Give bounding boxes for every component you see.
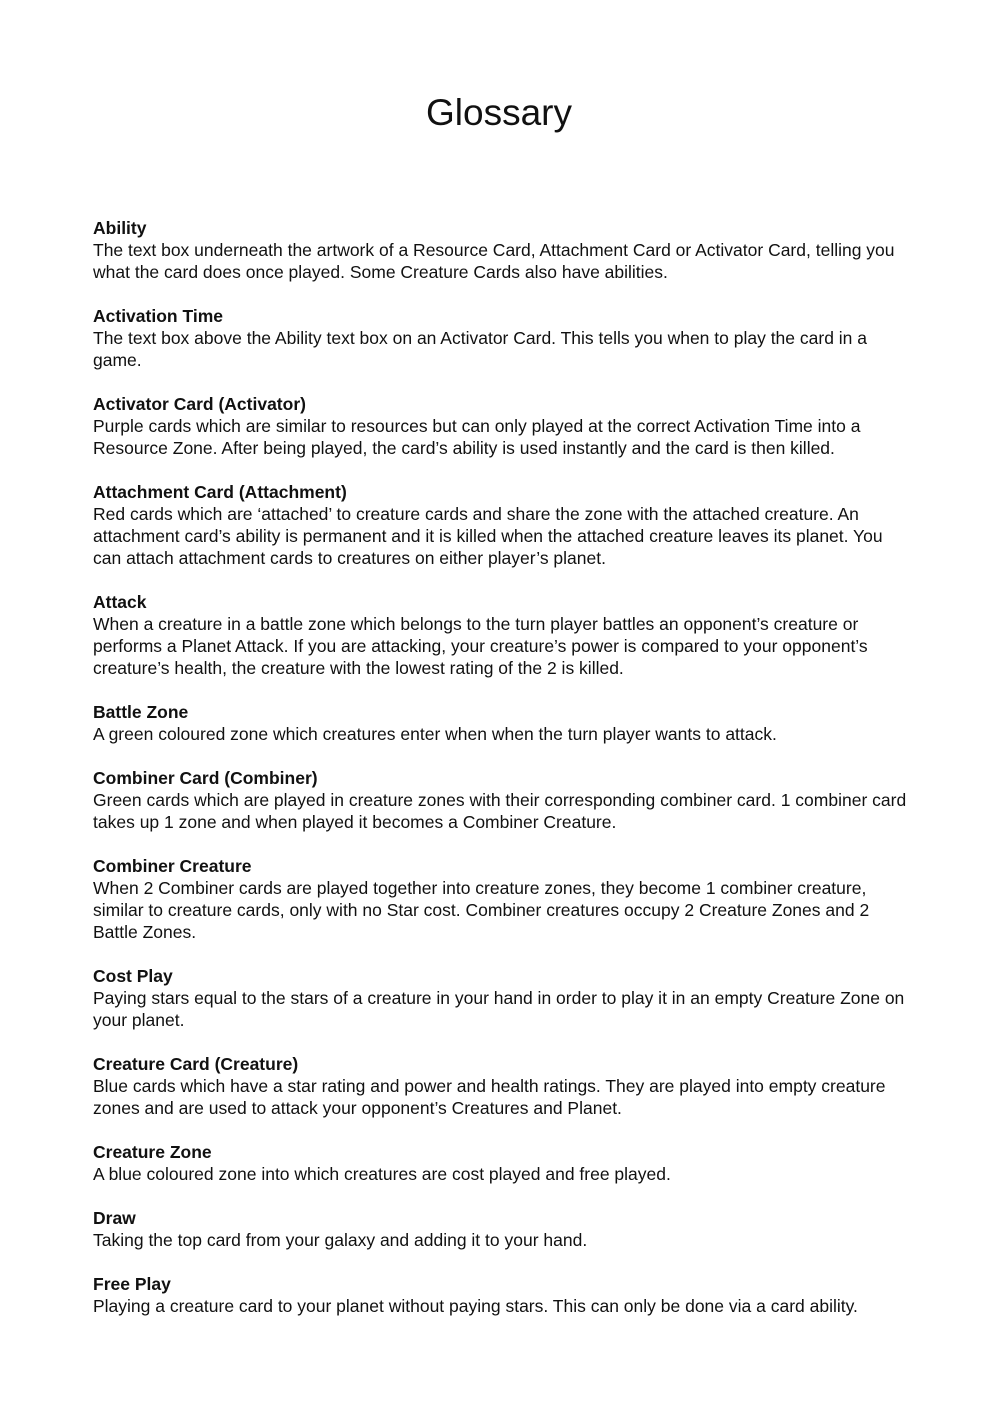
glossary-term: Attachment Card (Attachment)	[93, 482, 347, 502]
page-title: Glossary	[426, 92, 572, 133]
glossary-definition: Red cards which are ‘attached’ to creature cards and share the zone with the attached creature. An attachment card’s ability is permanent and it is killed when the attached creature leaves its planet. You can attach attachment cards to creatures on either player’s planet.	[93, 504, 883, 568]
glossary-definition: Green cards which are played in creature zones with their corresponding combiner card. 1 combiner card takes up 1 zone and when played it becomes a Combiner Creature.	[93, 790, 907, 832]
glossary-term: Creature Zone	[93, 1142, 212, 1162]
glossary-definition: Blue cards which have a star rating and power and health ratings. They are played into empty creature zones and are used to attack your opponent’s Creatures and Planet.	[93, 1076, 886, 1118]
glossary-term: Attack	[93, 592, 147, 612]
glossary-entry-free-play	[93, 1273, 913, 1317]
glossary-definition: Paying stars equal to the stars of a creature in your hand in order to play it in an empty Creature Zone on your planet.	[93, 988, 905, 1030]
glossary-term: Activator Card (Activator)	[93, 394, 306, 414]
glossary-entry-cost-play	[93, 965, 913, 1031]
glossary-term: Draw	[93, 1208, 136, 1228]
glossary-entry-battle-zone	[93, 701, 913, 745]
glossary-term: Ability	[93, 218, 147, 238]
glossary-entry-activator-card	[93, 393, 913, 459]
glossary-definition: When 2 Combiner cards are played together into creature zones, they become 1 combiner creature, similar to creature cards, only with no Star cost. Combiner creatures occupy 2 Creature Zones and 2 Battle Zones.	[93, 878, 870, 942]
glossary-definition: Purple cards which are similar to resources but can only played at the correct Activation Time into a Resource Zone. After being played, the card’s ability is used instantly and the card is then killed.	[93, 416, 861, 458]
glossary-term: Battle Zone	[93, 702, 189, 722]
glossary-term: Activation Time	[93, 306, 223, 326]
glossary-entry-attack	[93, 591, 913, 679]
glossary-term: Combiner Creature	[93, 856, 252, 876]
glossary-definition: The text box underneath the artwork of a Resource Card, Attachment Card or Activator Card, telling you what the card does once played. Some Creature Cards also have abilities.	[93, 240, 895, 282]
glossary-entry-creature-zone	[93, 1141, 913, 1185]
glossary-term: Creature Card (Creature)	[93, 1054, 299, 1074]
glossary-definition: A blue coloured zone into which creatures are cost played and free played.	[93, 1164, 671, 1184]
glossary-definition: When a creature in a battle zone which belongs to the turn player battles an opponent’s creature or performs a Planet Attack. If you are attacking, your creature’s power is compared to your opponent’s creature’s health, the creature with the lowest rating of the 2 is killed.	[93, 614, 868, 678]
glossary-definition: The text box above the Ability text box on an Activator Card. This tells you when to play the card in a game.	[93, 328, 867, 370]
glossary-definition: Playing a creature card to your planet without paying stars. This can only be done via a card ability.	[93, 1296, 858, 1316]
glossary-entry-ability	[93, 217, 913, 283]
glossary-entry-creature-card	[93, 1053, 913, 1119]
glossary-entry-draw	[93, 1207, 913, 1251]
glossary-term: Cost Play	[93, 966, 173, 986]
glossary-entry-combiner-creature	[93, 855, 913, 943]
glossary-list	[93, 217, 913, 1339]
glossary-entry-combiner-card	[93, 767, 913, 833]
glossary-definition: Taking the top card from your galaxy and adding it to your hand.	[93, 1230, 588, 1250]
glossary-term: Free Play	[93, 1274, 171, 1294]
glossary-definition: A green coloured zone which creatures enter when when the turn player wants to attack.	[93, 724, 777, 744]
glossary-entry-attachment-card	[93, 481, 913, 569]
glossary-entry-activation-time	[93, 305, 913, 371]
glossary-term: Combiner Card (Combiner)	[93, 768, 318, 788]
